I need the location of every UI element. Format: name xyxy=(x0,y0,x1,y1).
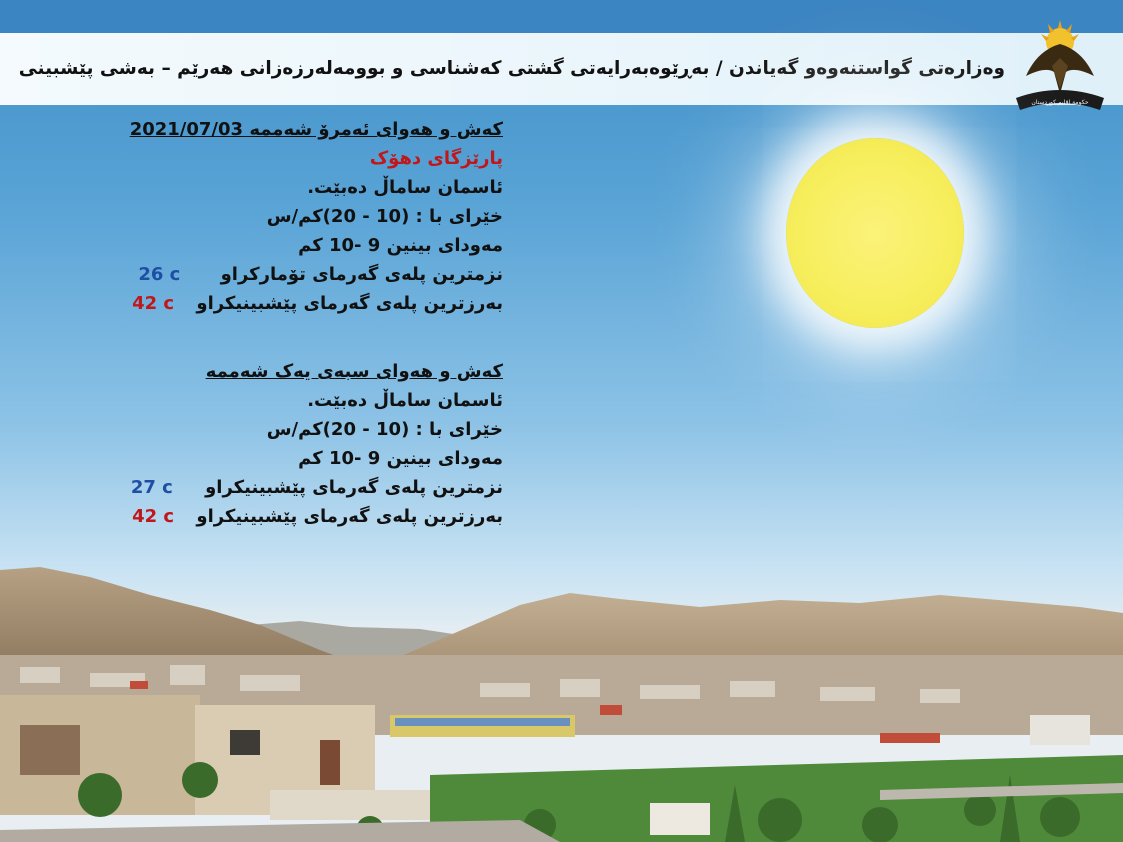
tomorrow-visibility: مەودای بینین 9 -10 کم xyxy=(298,448,503,469)
today-max-label: بەرزترین پلەی گەرمای پێشبینیکراو xyxy=(196,293,503,314)
today-min-label: نزمترین پلەی گەرمای تۆمارکراو xyxy=(220,264,503,285)
tomorrow-max-value: 42 c xyxy=(132,506,175,527)
today-heading: کەش و هەوای ئەمرۆ شەممە 2021/07/03 xyxy=(129,119,503,140)
tomorrow-min-row xyxy=(131,473,503,502)
sun-icon xyxy=(786,138,964,328)
top-strip xyxy=(0,0,1123,33)
tomorrow-heading: کەش و هەوای سبەی یەک شەممە xyxy=(205,361,503,382)
today-visibility: مەودای بینین 9 -10 کم xyxy=(298,235,503,256)
logo-text: حكومة اقليم كوردستان xyxy=(1031,99,1089,106)
today-max-row xyxy=(130,289,503,318)
tomorrow-forecast xyxy=(131,357,503,531)
today-min-row xyxy=(130,260,503,289)
province-label: پارێزگای دهۆک xyxy=(369,148,503,169)
city-landscape-photo xyxy=(0,555,1123,842)
tomorrow-wind: خێرای با : (10 - 20)کم/س xyxy=(266,419,503,440)
tomorrow-max-label: بەرزترین پلەی گەرمای پێشبینیکراو xyxy=(196,506,503,527)
tomorrow-max-row xyxy=(131,502,503,531)
header-title: وەزارەتی گواستنەوەو گەیاندن / بەڕێوەبەرایەتی گشتی کەشناسی و بوومەلەرزەزانی هەرێم – بەشی پێشبینی xyxy=(18,58,1005,79)
today-max-value: 42 c xyxy=(132,293,175,314)
today-wind: خێرای با : (10 - 20)کم/س xyxy=(266,206,503,227)
tomorrow-sky: ئاسمان ساماڵ دەبێت. xyxy=(307,390,503,411)
kurdistan-emblem-logo xyxy=(1008,14,1112,118)
today-sky: ئاسمان ساماڵ دەبێت. xyxy=(307,177,503,198)
today-forecast xyxy=(130,115,503,318)
tomorrow-min-label: نزمترین پلەی گەرمای پێشبینیکراو xyxy=(205,477,503,498)
tomorrow-min-value: 27 c xyxy=(130,477,173,498)
today-min-value: 26 c xyxy=(138,264,181,285)
